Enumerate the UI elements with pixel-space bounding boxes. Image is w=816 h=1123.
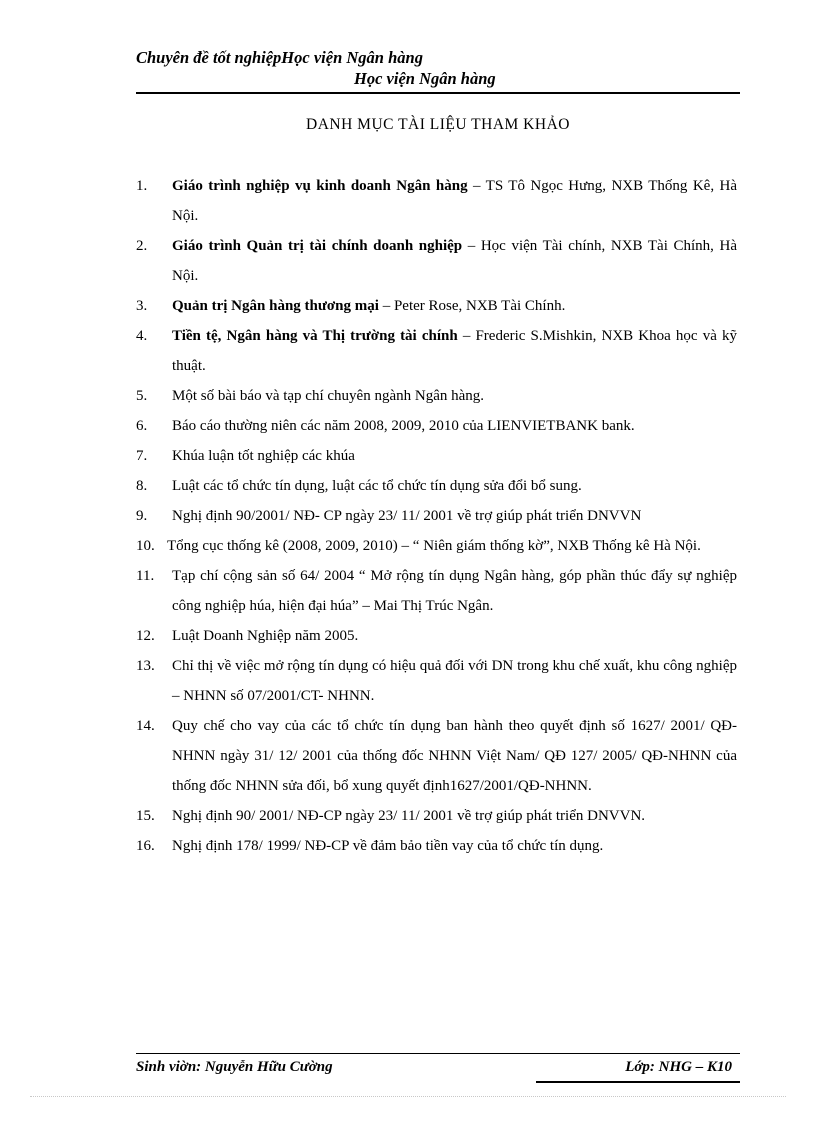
reference-title: Giáo trình nghiệp vụ kinh doanh Ngân hàng — [172, 178, 468, 194]
reference-details: – Học viện Tài chính, NXB Tài Chính, Hà Nội. — [172, 238, 737, 284]
reference-details: Luật Doanh Nghiệp năm 2005. — [172, 628, 359, 644]
page-title: DANH MỤC TÀI LIỆU THAM KHẢO — [306, 116, 570, 133]
reference-item — [136, 801, 737, 831]
reference-number: 1. — [136, 178, 148, 194]
reference-details: Tạp chí cộng sản số 64/ 2004 “ Mở rộng tín dụng Ngân hàng, góp phần thúc đẩy sự nghiệp công nghiệp húa, hiện đại húa” – Mai Thị Trúc Ngân. — [172, 568, 737, 614]
page-footer — [136, 1053, 740, 1080]
reference-title: Tiền tệ, Ngân hàng và Thị trường tài chính — [172, 328, 458, 344]
reference-number: 16. — [136, 838, 155, 854]
reference-number: 5. — [136, 388, 148, 404]
reference-number: 10. — [136, 538, 155, 554]
reference-number: 4. — [136, 328, 148, 344]
reference-number: 12. — [136, 628, 155, 644]
reference-item — [136, 651, 737, 711]
reference-details: Tổng cục thống kê (2008, 2009, 2010) – “ Niên giám thống kờ”, NXB Thống kê Hà Nội. — [167, 538, 701, 554]
page-header — [136, 48, 740, 94]
reference-title: Giáo trình Quản trị tài chính doanh nghiệp — [172, 238, 463, 254]
header-thesis-title: Chuyên đề tốt nghiệpHọc viện Ngân hàng — [136, 48, 423, 67]
reference-item — [136, 231, 737, 291]
reference-item — [136, 171, 737, 231]
reference-item — [136, 411, 737, 441]
reference-details: Một số bài báo và tạp chí chuyên ngành Ngân hàng. — [172, 388, 485, 404]
footer-class: Lớp: NHG – K10 — [625, 1059, 732, 1075]
reference-number: 9. — [136, 508, 148, 524]
reference-item — [136, 471, 737, 501]
footer-student-name: Sinh viờn: Nguyễn Hữu Cường — [136, 1059, 333, 1075]
reference-details: Khúa luận tốt nghiệp các khúa — [172, 448, 355, 464]
reference-details: Chỉ thị về việc mở rộng tín dụng có hiệu quả đối với DN trong khu chế xuất, khu công nghiệp – NHNN số 07/2001/CT- NHNN. — [172, 658, 737, 704]
reference-details: – TS Tô Ngọc Hưng, NXB Thống Kê, Hà Nội. — [172, 178, 737, 224]
header-institution: Học viện Ngân hàng — [354, 69, 496, 88]
reference-number: 7. — [136, 448, 148, 464]
reference-item — [136, 531, 737, 561]
reference-item — [136, 291, 737, 321]
reference-item — [136, 831, 737, 861]
reference-item — [136, 501, 737, 531]
reference-number: 14. — [136, 718, 155, 734]
reference-item — [136, 441, 737, 471]
reference-number: 2. — [136, 238, 148, 254]
reference-number: 15. — [136, 808, 155, 824]
reference-details: Luật các tổ chức tín dụng, luật các tổ chức tín dụng sửa đổi bổ sung. — [172, 478, 582, 494]
reference-number: 13. — [136, 658, 155, 674]
reference-details: – Peter Rose, NXB Tài Chính. — [378, 298, 566, 314]
reference-details: – Frederic S.Mishkin, NXB Khoa học và kỹ thuật. — [172, 328, 737, 374]
page-bottom-rule — [30, 1096, 786, 1097]
footer-divider — [536, 1081, 740, 1083]
reference-item — [136, 711, 737, 801]
reference-item — [136, 321, 737, 381]
reference-item — [136, 381, 737, 411]
reference-title: Quản trị Ngân hàng thương mại — [172, 298, 379, 314]
reference-number: 6. — [136, 418, 148, 434]
reference-details: Quy chế cho vay của các tổ chức tín dụng ban hành theo quyết định số 1627/ 2001/ QĐ-NHNN ngày 31/ 12/ 2001 của thống đốc NHNN Việt Nam/ QĐ 127/ 2005/ QĐ-NHNN của thống đốc NHNN sửa đối, bổ xung quyết định1627/2001/QĐ-NHNN. — [172, 718, 737, 794]
reference-item — [136, 621, 737, 651]
reference-details: Nghị định 90/2001/ NĐ- CP ngày 23/ 11/ 2001 về trợ giúp phát triển DNVVN — [172, 508, 642, 524]
reference-item — [136, 561, 737, 621]
reference-number: 11. — [136, 568, 155, 584]
reference-details: Nghị định 178/ 1999/ NĐ-CP về đảm bảo tiền vay của tổ chức tín dụng. — [172, 838, 604, 854]
reference-details: Báo cáo thường niên các năm 2008, 2009, 2010 của LIENVIETBANK bank. — [172, 418, 635, 434]
reference-list — [136, 171, 737, 861]
reference-number: 3. — [136, 298, 148, 314]
reference-details: Nghị định 90/ 2001/ NĐ-CP ngày 23/ 11/ 2001 về trợ giúp phát triển DNVVN. — [172, 808, 646, 824]
reference-number: 8. — [136, 478, 148, 494]
